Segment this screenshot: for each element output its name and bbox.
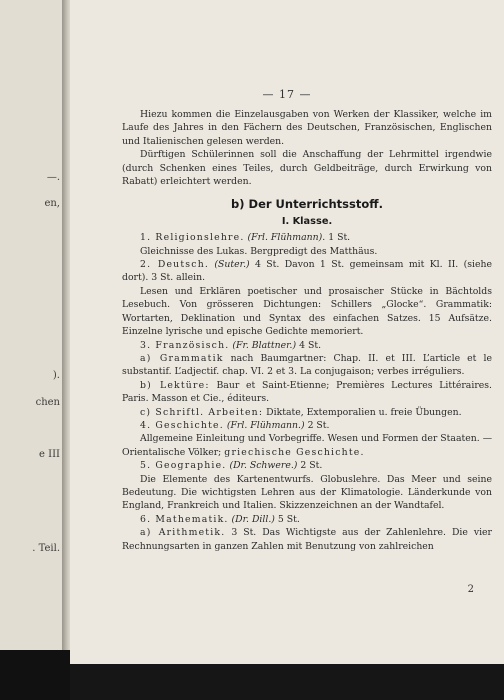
subject-hours: 2 St. [300,460,323,472]
subject-geography [122,459,492,472]
left-fragment: —. [46,172,60,183]
sub-heading: c) Schriftl. Arbeiten: [140,406,264,418]
document-page [70,0,504,664]
subject-hours: 2 St. [307,419,330,431]
subject-hours: 1 St. [328,232,351,244]
sub-text: nach Baumgartner: Chap. II. et III. L’article et le substantif. L’adjectif. chap. VI. 2 et 3. La conjugaison; verbes irréguliers. [122,352,492,378]
subject-text [122,406,492,419]
scan-background [0,650,70,700]
subject-text: Lesen und Erklären poetischer und prosaischer Stücke in Bächtolds Lesebuch. Von grösseren Dichtungen: Schillers „Glocke“. Grammatik: Wortarten, Deklination und Syntax des einfachen Satzes. 15 Aufsätze. Einzelne lyrische und epische Gedichte memoriert. [122,285,492,338]
sub-text-spaced: griechische Geschichte. [224,446,365,458]
sub-text: 3 St. Das Wichtigste aus der Zahlenlehre. Die vier Rechnungsarten in ganzen Zahlen mit Benutzung von zahlreichen [122,527,492,552]
subject-heading: 4. Geschichte. [140,419,224,431]
page-content [122,108,492,553]
left-fragment: . Teil. [32,543,60,554]
sub-heading: a) Arithmetik. [140,527,226,539]
subject-heading: 5. Geographie. [140,460,227,472]
teacher-name: (Frl. Flühmann). [247,232,326,244]
left-fragment: chen [35,397,60,408]
subject-heading: 1. Religionslehre. [140,232,245,244]
sub-text: Baur et Saint-Etienne; Premières Lectures Littéraires. Paris. Masson et Cie., éditeurs. [122,379,492,405]
class-title: I. Klasse. [281,215,333,227]
teacher-name: (Fr. Blattner.) [232,339,297,351]
scan-background-bottom [70,664,504,700]
page-number: — 17 — [262,88,312,101]
section-title: b) Der Unterrichtsstoff. [231,197,383,212]
subject-heading: 6. Mathematik. [140,513,229,525]
subject-heading: 3. Französisch. [140,339,230,351]
subject-text [122,526,492,553]
intro-paragraph: Hiezu kommen die Einzelausgaben von Werken der Klassiker, welche im Laufe des Jahres in den Fächern des Deutschen, Französischen, Englischen und Italienischen gelesen werden. [122,109,492,147]
subject-text [122,379,492,406]
left-fragment: e III [39,449,60,460]
subject-religion [122,231,492,244]
signature-mark: 2 [467,584,474,595]
subject-french [122,339,492,352]
teacher-name: (Dr. Dill.) [231,513,275,525]
subject-german [122,258,492,285]
sub-heading: a) Grammatik [140,352,224,364]
subject-history [122,419,492,432]
left-page-edge [0,0,64,650]
subject-hours: 4 St. Davon 1 St. gemeinsam mit Kl. II. (siehe dort). 3 St. allein. [122,259,492,284]
sub-heading: b) Lektüre: [140,379,210,391]
subject-hours: 4 St. [299,339,322,351]
sub-text: Diktate, Extemporalien u. freie Übungen. [266,406,462,418]
teacher-name: (Dr. Schwere.) [229,460,298,472]
subject-heading: 2. Deutsch. [140,259,210,271]
teacher-name: (Suter.) [214,259,250,271]
intro-paragraph: Dürftigen Schülerinnen soll die Anschaffung der Lehrmittel irgendwie (durch Schenken eines Teiles, durch Geldbeiträge, durch Erwirkung von Rabatt) erleichtert werden. [122,149,492,188]
left-fragment: en, [44,198,60,209]
subject-text [122,432,492,459]
teacher-name: (Frl. Flühmann.) [226,419,305,431]
subject-mathematics [122,513,492,526]
subject-hours: 5 St. [277,513,300,525]
subject-text [122,352,492,379]
left-fragment: ). [52,370,60,381]
sub-text: Allgemeine Einleitung und Vorbegriffe. Wesen und Formen der Staaten. — Orientalische Völker; [122,433,492,458]
subject-text: Die Elemente des Kartenentwurfs. Globuslehre. Das Meer und seine Bedeutung. Die wichtigsten Lehren aus der Klimatologie. Länderkunde von England, Frankreich und Italien. Skizzenzeichnen an der Wandtafel. [122,473,492,512]
subject-text: Gleichnisse des Lukas. Bergpredigt des Matthäus. [140,245,378,257]
